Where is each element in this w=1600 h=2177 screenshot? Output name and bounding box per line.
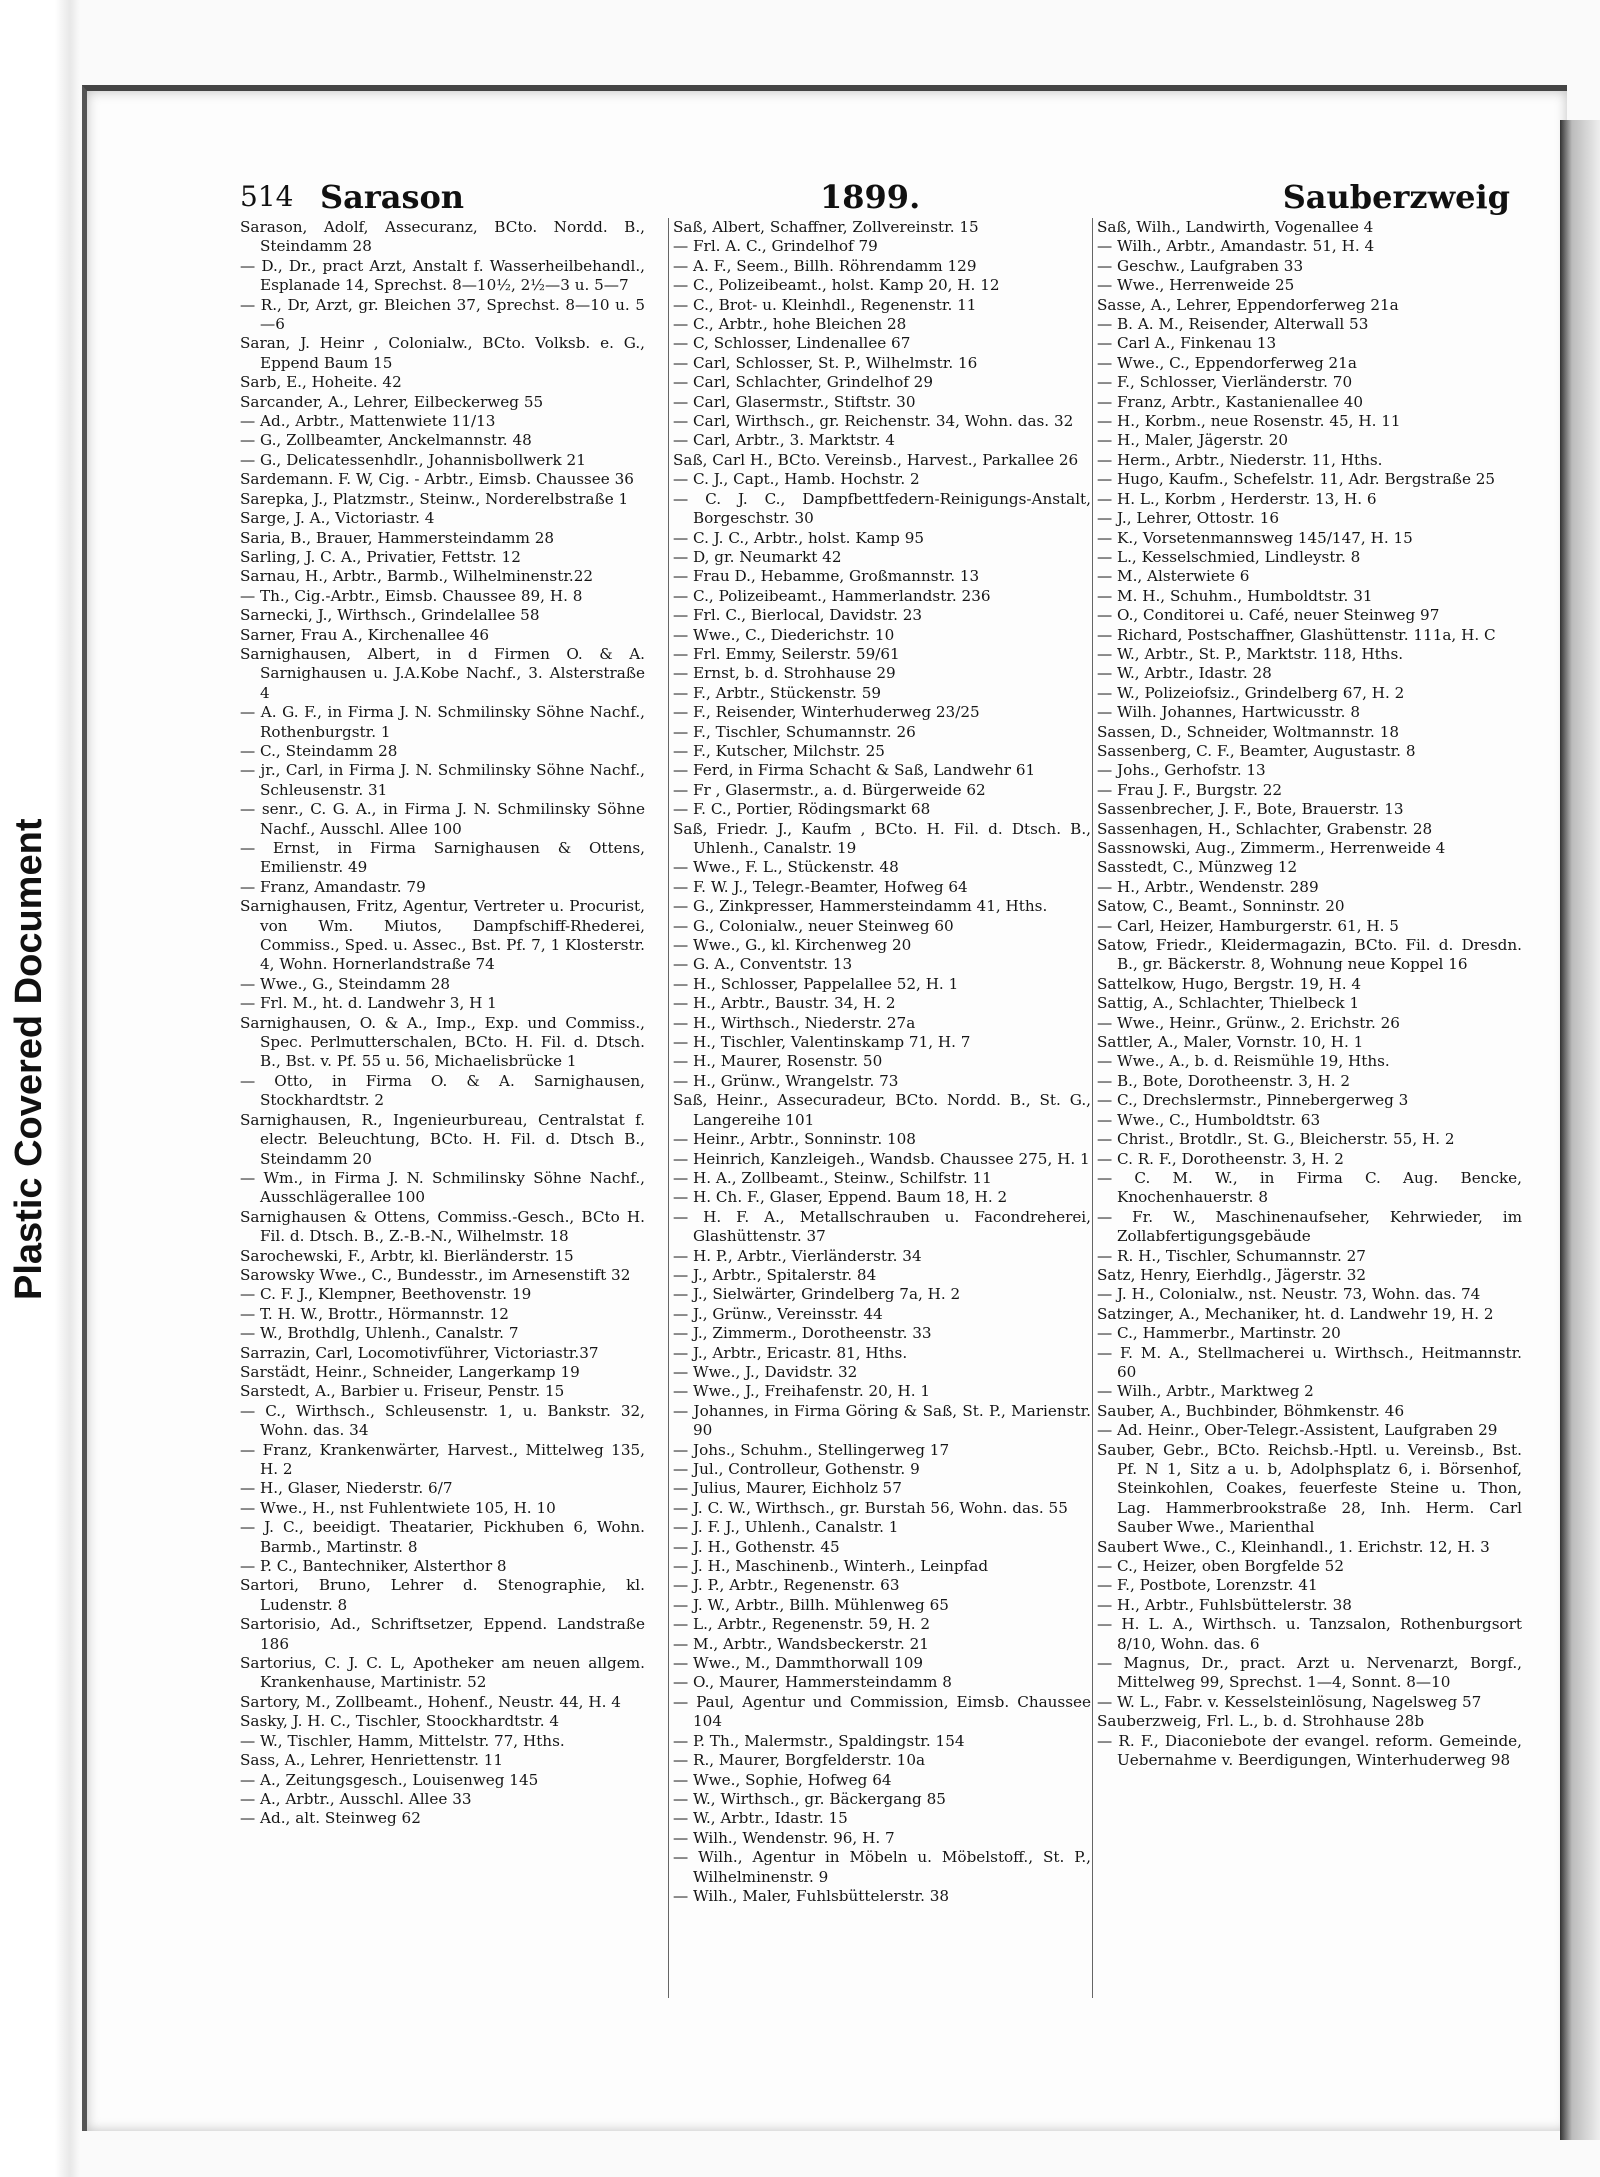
directory-entry: — M. H., Schuhm., Humboldtstr. 31: [1097, 586, 1373, 605]
directory-entry: — Wm., in Firma J. N. Schmilinsky Söhne Nachf., Ausschlägerallee 100: [240, 1168, 645, 1207]
directory-entry: — Wwe., Sophie, Hofweg 64: [673, 1770, 892, 1789]
directory-entry: Sarstedt, A., Barbier u. Friseur, Penstr. 15: [240, 1382, 565, 1401]
directory-entry: Sattler, A., Maler, Vornstr. 10, H. 1: [1097, 1033, 1364, 1052]
directory-entry: — Wwe., F. L., Stückenstr. 48: [673, 858, 899, 877]
directory-entry: — Carl, Schlachter, Grindelhof 29: [673, 373, 933, 392]
directory-entry: Sarrazin, Carl, Locomotivführer, Victoriastr.37: [240, 1343, 599, 1362]
directory-entry: — Franz, Amandastr. 79: [240, 877, 426, 896]
directory-entry: Satow, Friedr., Kleidermagazin, BCto. Fil. d. Dresdn. B., gr. Bäckerstr. 8, Wohnung neue Koppel 16: [1097, 936, 1522, 974]
directory-entry: — J. F. J., Uhlenh., Canalstr. 1: [673, 1518, 899, 1537]
page-header: [240, 180, 1520, 220]
directory-entry: — C, Schlosser, Lindenallee 67: [673, 334, 911, 353]
header-year: 1899.: [820, 178, 921, 216]
directory-entry: — Magnus, Dr., pract. Arzt u. Nervenarzt, Borgf., Mittelweg 99, Sprechst. 1—4, Sonnt. 8—10: [1097, 1654, 1522, 1692]
directory-entry: Saß, Carl H., BCto. Vereinsb., Harvest., Parkallee 26: [673, 450, 1079, 469]
directory-entry: — Wwe., C., Humboldtstr. 63: [1097, 1110, 1321, 1129]
directory-entry: — Frl. A. C., Grindelhof 79: [673, 237, 878, 256]
directory-column-1: [240, 218, 645, 1998]
directory-entry: Saß, Heinr., Assecuradeur, BCto. Nordd. B., St. G., Langereihe 101: [673, 1091, 1091, 1129]
directory-entry: Sarnighausen & Ottens, Commiss.-Gesch., BCto H. Fil. d. Dtsch. B., Z.-B.-N., Wilhelmstr. 18: [240, 1207, 645, 1246]
directory-entry: — Th., Cig.-Arbtr., Eimsb. Chaussee 89, H. 8: [240, 586, 583, 605]
directory-entry: — F., Tischler, Schumannstr. 26: [673, 722, 916, 741]
directory-entry: — H., Glaser, Niederstr. 6/7: [240, 1479, 453, 1498]
directory-entry: — Wwe., A., b. d. Reismühle 19, Hths.: [1097, 1052, 1390, 1071]
directory-entry: Sarner, Frau A., Kirchenallee 46: [240, 625, 490, 644]
directory-entry: — W., Arbtr., Idastr. 15: [673, 1809, 848, 1828]
directory-entry: — Paul, Agentur und Commission, Eimsb. Chaussee 104: [673, 1692, 1091, 1731]
directory-entry: — M., Arbtr., Wandsbeckerstr. 21: [673, 1634, 929, 1653]
directory-entry: — Wwe., C., Eppendorferweg 21a: [1097, 353, 1357, 372]
directory-entry: Sattelkow, Hugo, Bergstr. 19, H. 4: [1097, 974, 1362, 993]
directory-entry: — Christ., Brotdlr., St. G., Bleicherstr. 55, H. 2: [1097, 1130, 1455, 1149]
directory-entry: — Richard, Postschaffner, Glashüttenstr. 111a, H. C: [1097, 625, 1496, 644]
directory-entry: Satzinger, A., Mechaniker, ht. d. Landwehr 19, H. 2: [1097, 1304, 1494, 1323]
directory-entry: — W., Tischler, Hamm, Mittelstr. 77, Hths.: [240, 1731, 565, 1750]
directory-entry: Sarason, Adolf, Assecuranz, BCto. Nordd. B., Steindamm 28: [240, 218, 645, 256]
directory-entry: — Carl A., Finkenau 13: [1097, 334, 1277, 353]
directory-entry: — F. W. J., Telegr.-Beamter, Hofweg 64: [673, 877, 968, 896]
directory-entry: — Franz, Krankenwärter, Harvest., Mittelweg 135, H. 2: [240, 1440, 645, 1478]
directory-entry: — Ad., alt. Steinweg 62: [240, 1809, 421, 1828]
directory-entry: Sarge, J. A., Victoriastr. 4: [240, 509, 435, 528]
directory-column-3: [1092, 218, 1522, 1998]
directory-entry: — Ad. Heinr., Ober-Telegr.-Assistent, Laufgraben 29: [1097, 1421, 1498, 1440]
directory-entry: — O., Maurer, Hammersteindamm 8: [673, 1673, 952, 1692]
directory-entry: Sarnecki, J., Wirthsch., Grindelallee 58: [240, 606, 540, 625]
directory-entry: — H., Maler, Jägerstr. 20: [1097, 431, 1289, 450]
directory-entry: — H., Arbtr., Wendenstr. 289: [1097, 877, 1319, 896]
directory-entry: Sarling, J. C. A., Privatier, Fettstr. 12: [240, 547, 521, 566]
directory-entry: — J. W., Arbtr., Billh. Mühlenweg 65: [673, 1595, 949, 1614]
directory-entry: — Carl, Wirthsch., gr. Reichenstr. 34, Wohn. das. 32: [673, 412, 1074, 431]
directory-entry: Sasstedt, C., Münzweg 12: [1097, 858, 1298, 877]
directory-column-2: [668, 218, 1091, 1998]
directory-entry: — Ernst, b. d. Strohhause 29: [673, 664, 896, 683]
directory-entry: Sasky, J. H. C., Tischler, Stoockhardtstr. 4: [240, 1712, 560, 1731]
directory-entry: — R., Dr, Arzt, gr. Bleichen 37, Sprechst. 8—10 u. 5—6: [240, 295, 645, 334]
directory-entry: — F. M. A., Stellmacherei u. Wirthsch., Heitmannstr. 60: [1097, 1343, 1522, 1381]
directory-entry: — F. C., Portier, Rödingsmarkt 68: [673, 800, 931, 819]
directory-entry: — C., Steindamm 28: [240, 741, 398, 760]
directory-entry: — Heinr., Arbtr., Sonninstr. 108: [673, 1130, 916, 1149]
directory-entry: — R., Maurer, Borgfelderstr. 10a: [673, 1751, 926, 1770]
directory-entry: — C. J. C., Arbtr., holst. Kamp 95: [673, 528, 925, 547]
directory-entry: — Frau D., Hebamme, Großmannstr. 13: [673, 567, 980, 586]
directory-entry: — H. P., Arbtr., Vierländerstr. 34: [673, 1246, 922, 1265]
directory-entry: — Wwe., Herrenweide 25: [1097, 276, 1295, 295]
directory-entry: Sassenberg, C. F., Beamter, Augustastr. 8: [1097, 741, 1416, 760]
directory-entry: — senr., C. G. A., in Firma J. N. Schmilinsky Söhne Nachf., Ausschl. Allee 100: [240, 800, 645, 838]
directory-entry: — C., Wirthsch., Schleusenstr. 1, u. Bankstr. 32, Wohn. das. 34: [240, 1401, 645, 1440]
directory-entry: — Ad., Arbtr., Mattenwiete 11/13: [240, 412, 496, 431]
directory-entry: Saß, Friedr. J., Kaufm , BCto. H. Fil. d. Dtsch. B., Uhlenh., Canalstr. 19: [673, 819, 1091, 857]
directory-entry: — F., Schlosser, Vierländerstr. 70: [1097, 373, 1353, 392]
directory-entry: — Wwe., G., Steindamm 28: [240, 974, 451, 993]
directory-entry: — L., Arbtr., Regenenstr. 59, H. 2: [673, 1615, 931, 1634]
directory-entry: — Frl. M., ht. d. Landwehr 3, H 1: [240, 994, 497, 1013]
directory-entry: — Julius, Maurer, Eichholz 57: [673, 1479, 902, 1498]
directory-entry: Sarb, E., Hoheite. 42: [240, 373, 402, 392]
directory-entry: — Wwe., C., Diederichstr. 10: [673, 625, 895, 644]
directory-entry: — M., Alsterwiete 6: [1097, 567, 1250, 586]
directory-entry: Sauber, Gebr., BCto. Reichsb.-Hptl. u. Vereinsb., Bst. Pf. N 1, Sitz a u. b, Adolphsplatz 6, i. Börsenhof, Steinkohlen, Coakes, feuerfeste Steine u. Thon, Lag. Hammerbrookstraße 28, Inh. Herm. Carl Sauber Wwe., Marienthal: [1097, 1440, 1522, 1537]
directory-entry: — Carl, Arbtr., 3. Marktstr. 4: [673, 431, 895, 450]
directory-entry: — C. M. W., in Firma C. Aug. Bencke, Knochenhauerstr. 8: [1097, 1168, 1522, 1207]
directory-entry: Sassnowski, Aug., Zimmerm., Herrenweide 4: [1097, 839, 1446, 857]
directory-entry: Sartorius, C. J. C. L, Apotheker am neuen allgem. Krankenhause, Martinistr. 52: [240, 1654, 645, 1692]
directory-entry: — C. F. J., Klempner, Beethovenstr. 19: [240, 1285, 532, 1304]
directory-entry: — H., Arbtr., Baustr. 34, H. 2: [673, 994, 896, 1013]
directory-entry: — F., Reisender, Winterhuderweg 23/25: [673, 703, 980, 722]
directory-entry: — O., Conditorei u. Café, neuer Steinweg 97: [1097, 606, 1440, 625]
directory-entry: — W., Polizeiofsiz., Grindelberg 67, H. 2: [1097, 683, 1405, 702]
directory-entry: Sass, A., Lehrer, Henriettenstr. 11: [240, 1751, 504, 1770]
directory-entry: Satow, C., Beamt., Sonninstr. 20: [1097, 897, 1345, 916]
directory-entry: Sarcander, A., Lehrer, Eilbeckerweg 55: [240, 392, 544, 411]
directory-entry: Sassenhagen, H., Schlachter, Grabenstr. 28: [1097, 819, 1433, 838]
directory-entry: — C., Arbtr., hohe Bleichen 28: [673, 315, 907, 334]
directory-entry: — F., Kutscher, Milchstr. 25: [673, 741, 885, 760]
directory-entry: Sarstädt, Heinr., Schneider, Langerkamp 19: [240, 1362, 580, 1381]
directory-entry: — Wilh., Arbtr., Amandastr. 51, H. 4: [1097, 237, 1375, 256]
next-page-edge: [1560, 120, 1600, 2140]
directory-entry: — G. A., Conventstr. 13: [673, 955, 853, 974]
directory-entry: — Carl, Schlosser, St. P., Wilhelmstr. 16: [673, 353, 978, 372]
directory-entry: Sarepka, J., Platzmstr., Steinw., Norderelbstraße 1: [240, 489, 629, 508]
directory-entry: — Johs., Schuhm., Stellingerweg 17: [673, 1440, 950, 1459]
directory-entry: — F., Arbtr., Stückenstr. 59: [673, 683, 882, 702]
directory-entry: — H. L., Korbm , Herderstr. 13, H. 6: [1097, 489, 1377, 508]
directory-entry: — Wwe., J., Davidstr. 32: [673, 1362, 858, 1381]
directory-entry: — Fr , Glasermstr., a. d. Bürgerweide 62: [673, 780, 986, 799]
directory-entry: — G., Colonialw., neuer Steinweg 60: [673, 916, 954, 935]
directory-entry: — G., Zinkpresser, Hammersteindamm 41, Hths.: [673, 897, 1048, 916]
directory-entry: — J., Sielwärter, Grindelberg 7a, H. 2: [673, 1285, 961, 1304]
directory-entry: — Carl, Heizer, Hamburgerstr. 61, H. 5: [1097, 916, 1399, 935]
header-left-keyword: Sarason: [320, 178, 465, 216]
page-number: 514: [240, 180, 294, 213]
directory-entry: — W., Brothdlg, Uhlenh., Canalstr. 7: [240, 1324, 519, 1343]
directory-entry: — J., Arbtr., Ericastr. 81, Hths.: [673, 1343, 908, 1362]
directory-entry: — Ferd, in Firma Schacht & Saß, Landwehr 61: [673, 761, 1036, 780]
side-label: Plastic Covered Document: [8, 818, 50, 1300]
directory-entry: Sarochewski, F., Arbtr, kl. Bierländerstr. 15: [240, 1246, 574, 1265]
directory-entry: — C. J. C., Dampfbettfedern-Reinigungs-Anstalt, Borgeschstr. 30: [673, 489, 1091, 528]
directory-entry: — H., Grünw., Wrangelstr. 73: [673, 1071, 899, 1090]
directory-entry: — H. L. A., Wirthsch. u. Tanzsalon, Rothenburgsort 8/10, Wohn. das. 6: [1097, 1615, 1522, 1653]
directory-entry: Sarnighausen, Albert, in d Firmen O. & A. Sarnighausen u. J.A.Kobe Nachf., 3. Alsterstraße 4: [240, 644, 645, 702]
directory-entry: — H. F. A., Metallschrauben u. Facondreherei, Glashüttenstr. 37: [673, 1207, 1091, 1246]
directory-entry: — Wwe., H., nst Fuhlentwiete 105, H. 10: [240, 1498, 556, 1517]
directory-entry: — B., Bote, Dorotheenstr. 3, H. 2: [1097, 1071, 1351, 1090]
directory-entry: — Ernst, in Firma Sarnighausen & Ottens, Emilienstr. 49: [240, 839, 645, 877]
directory-entry: — J., Zimmerm., Dorotheenstr. 33: [673, 1324, 932, 1343]
directory-entry: — H., Schlosser, Pappelallee 52, H. 1: [673, 974, 959, 993]
header-right-keyword: Sauberzweig: [1282, 178, 1510, 216]
directory-entry: — C., Heizer, oben Borgfelde 52: [1097, 1557, 1344, 1576]
directory-entry: — T. H. W., Brottr., Hörmannstr. 12: [240, 1304, 509, 1323]
directory-entry: — J. H., Colonialw., nst. Neustr. 73, Wohn. das. 74: [1097, 1285, 1481, 1304]
directory-entry: Sauber, A., Buchbinder, Böhmkenstr. 46: [1097, 1401, 1405, 1420]
directory-entry: — H., Maurer, Rosenstr. 50: [673, 1052, 883, 1071]
directory-entry: — J. H., Gothenstr. 45: [673, 1537, 840, 1556]
directory-entry: — Heinrich, Kanzleigeh., Wandsb. Chaussee 275, H. 1: [673, 1149, 1090, 1168]
directory-entry: — K., Vorsetenmannsweg 145/147, H. 15: [1097, 528, 1413, 547]
directory-entry: — Wwe., Heinr., Grünw., 2. Erichstr. 26: [1097, 1013, 1400, 1032]
directory-entry: Sassen, D., Schneider, Woltmannstr. 18: [1097, 722, 1400, 741]
directory-entry: — Frau J. F., Burgstr. 22: [1097, 780, 1283, 799]
directory-entry: Sarnighausen, O. & A., Imp., Exp. und Commiss., Spec. Perlmutterschalen, BCto. H. Fil. d. Dtsch. B., Bst. v. Pf. 55 u. 56, Michaelisbrücke 1: [240, 1013, 645, 1071]
directory-entry: — Herm., Arbtr., Niederstr. 11, Hths.: [1097, 450, 1383, 469]
directory-entry: — G., Delicatessenhdlr., Johannisbollwerk 21: [240, 450, 586, 469]
directory-entry: — Wilh., Agentur in Möbeln u. Möbelstoff., St. P., Wilhelminenstr. 9: [673, 1848, 1091, 1886]
directory-entry: — P. C., Bantechniker, Alsterthor 8: [240, 1557, 507, 1576]
directory-entry: — Frl. Emmy, Seilerstr. 59/61: [673, 644, 900, 663]
directory-entry: Saria, B., Brauer, Hammersteindamm 28: [240, 528, 555, 547]
directory-entry: — H. A., Zollbeamt., Steinw., Schilfstr. 11: [673, 1168, 992, 1187]
directory-entry: — Wilh., Arbtr., Marktweg 2: [1097, 1382, 1314, 1401]
directory-entry: — C., Polizeibeamt., holst. Kamp 20, H. 12: [673, 276, 1000, 295]
directory-entry: Sartori, Bruno, Lehrer d. Stenographie, kl. Ludenstr. 8: [240, 1576, 645, 1614]
directory-entry: — H. Ch. F., Glaser, Eppend. Baum 18, H. 2: [673, 1188, 1008, 1207]
directory-entry: — J. C., beeidigt. Theatarier, Pickhuben 6, Wohn. Barmb., Martinstr. 8: [240, 1518, 645, 1556]
directory-entry: Saubert Wwe., C., Kleinhandl., 1. Erichstr. 12, H. 3: [1097, 1537, 1490, 1556]
directory-entry: — Fr. W., Maschinenaufseher, Kehrwieder, im Zollabfertigungsgebäude: [1097, 1207, 1522, 1246]
directory-entry: — G., Zollbeamter, Anckelmannstr. 48: [240, 431, 532, 450]
directory-entry: — D, gr. Neumarkt 42: [673, 547, 842, 566]
directory-entry: — W. L., Fabr. v. Kesselsteinlösung, Nagelsweg 57: [1097, 1692, 1482, 1711]
directory-entry: — H., Arbtr., Fuhlsbüttelerstr. 38: [1097, 1595, 1352, 1614]
directory-entry: — Wwe., J., Freihafenstr. 20, H. 1: [673, 1382, 931, 1401]
directory-entry: — Wilh. Johannes, Hartwicusstr. 8: [1097, 703, 1360, 722]
directory-entry: — J., Grünw., Vereinsstr. 44: [673, 1304, 883, 1323]
directory-entry: — Hugo, Kaufm., Schefelstr. 11, Adr. Bergstraße 25: [1097, 470, 1496, 489]
directory-entry: — F., Postbote, Lorenzstr. 41: [1097, 1576, 1318, 1595]
directory-entry: — D., Dr., pract Arzt, Anstalt f. Wasserheilbehandl., Esplanade 14, Sprechst. 8—10½, 2½—3 u. 5—7: [240, 256, 645, 295]
directory-entry: — J. H., Maschinenb., Winterh., Leinpfad: [673, 1557, 989, 1576]
directory-entry: — Frl. C., Bierlocal, Davidstr. 23: [673, 606, 923, 625]
directory-entry: Saß, Wilh., Landwirth, Vogenallee 4: [1097, 218, 1374, 236]
directory-entry: Sattig, A., Schlachter, Thielbeck 1: [1097, 994, 1360, 1013]
directory-entry: — A. F., Seem., Billh. Röhrendamm 129: [673, 256, 977, 275]
directory-entry: — A. G. F., in Firma J. N. Schmilinsky Söhne Nachf., Rothenburgstr. 1: [240, 703, 645, 741]
directory-entry: — H., Wirthsch., Niederstr. 27a: [673, 1013, 916, 1032]
directory-entry: Satz, Henry, Eierhdlg., Jägerstr. 32: [1097, 1265, 1367, 1284]
directory-entry: — A., Arbtr., Ausschl. Allee 33: [240, 1789, 472, 1808]
directory-entry: — J., Lehrer, Ottostr. 16: [1097, 509, 1280, 528]
directory-entry: Sartory, M., Zollbeamt., Hohenf., Neustr. 44, H. 4: [240, 1692, 621, 1711]
directory-entry: — B. A. M., Reisender, Alterwall 53: [1097, 315, 1369, 334]
directory-entry: — Jul., Controlleur, Gothenstr. 9: [673, 1460, 920, 1478]
directory-entry: Sarnighausen, R., Ingenieurbureau, Centralstat f. electr. Beleuchtung, BCto. H. Fil. d. Dtsch B., Steindamm 20: [240, 1110, 645, 1168]
directory-entry: — W., Wirthsch., gr. Bäckergang 85: [673, 1789, 946, 1808]
directory-entry: — Johs., Gerhofstr. 13: [1097, 761, 1266, 780]
directory-entry: Sartorisio, Ad., Schriftsetzer, Eppend. Landstraße 186: [240, 1615, 645, 1653]
directory-entry: — Wwe., M., Dammthorwall 109: [673, 1654, 924, 1673]
directory-entry: — C. J., Capt., Hamb. Hochstr. 2: [673, 470, 920, 489]
directory-entry: Sauberzweig, Frl. L., b. d. Strohhause 28b: [1097, 1712, 1425, 1731]
directory-entry: — C., Brot- u. Kleinhdl., Regenenstr. 11: [673, 295, 977, 314]
directory-entry: — Wilh., Maler, Fuhlsbüttelerstr. 38: [673, 1886, 950, 1905]
directory-entry: — H., Korbm., neue Rosenstr. 45, H. 11: [1097, 412, 1401, 431]
directory-entry: — W., Arbtr., Idastr. 28: [1097, 664, 1272, 683]
directory-entry: — J. C. W., Wirthsch., gr. Burstah 56, Wohn. das. 55: [673, 1498, 1068, 1517]
directory-entry: — C., Drechslermstr., Pinnebergerweg 3: [1097, 1091, 1409, 1110]
directory-entry: — C. R. F., Dorotheenstr. 3, H. 2: [1097, 1149, 1344, 1168]
directory-entry: Sarnighausen, Fritz, Agentur, Vertreter u. Procurist, von Wm. Miutos, Dampfschiff-Rhederei, Commiss., Sped. u. Assec., Bst. Pf. 7, 1 Klosterstr. 4, Wohn. Hornerlandstraße 74: [240, 897, 645, 974]
directory-entry: — L., Kesselschmied, Lindleystr. 8: [1097, 547, 1361, 566]
directory-entry: — J., Arbtr., Spitalerstr. 84: [673, 1265, 877, 1284]
directory-entry: Sardemann. F. W, Cig. - Arbtr., Eimsb. Chaussee 36: [240, 470, 634, 489]
directory-entry: — Franz, Arbtr., Kastanienallee 40: [1097, 392, 1364, 411]
directory-entry: — Carl, Glasermstr., Stiftstr. 30: [673, 392, 916, 411]
directory-entry: — H., Tischler, Valentinskamp 71, H. 7: [673, 1033, 971, 1052]
directory-entry: — R. F., Diaconiebote der evangel. reform. Gemeinde, Uebernahme v. Beerdigungen, Winterhuderweg 98: [1097, 1731, 1522, 1770]
directory-entry: — C., Polizeibeamt., Hammerlandstr. 236: [673, 586, 991, 605]
directory-entry: — Johannes, in Firma Göring & Saß, St. P., Marienstr. 90: [673, 1401, 1091, 1440]
directory-entry: Sasse, A., Lehrer, Eppendorferweg 21a: [1097, 295, 1399, 314]
directory-entry: — J. P., Arbtr., Regenenstr. 63: [673, 1576, 900, 1595]
directory-entry: — Otto, in Firma O. & A. Sarnighausen, Stockhardtstr. 2: [240, 1071, 645, 1110]
directory-entry: — P. Th., Malermstr., Spaldingstr. 154: [673, 1731, 965, 1750]
directory-entry: Saran, J. Heinr , Colonialw., BCto. Volksb. e. G., Eppend Baum 15: [240, 334, 645, 372]
directory-entry: Sassenbrecher, J. F., Bote, Brauerstr. 13: [1097, 800, 1404, 819]
directory-entry: — C., Hammerbr., Martinstr. 20: [1097, 1324, 1341, 1343]
directory-entry: Sarowsky Wwe., C., Bundesstr., im Arnesenstift 32: [240, 1265, 631, 1284]
directory-entry: — W., Arbtr., St. P., Marktstr. 118, Hths.: [1097, 644, 1404, 663]
directory-entry: — Geschw., Laufgraben 33: [1097, 256, 1304, 275]
directory-entry: — R. H., Tischler, Schumannstr. 27: [1097, 1246, 1366, 1265]
directory-entry: — jr., Carl, in Firma J. N. Schmilinsky Söhne Nachf., Schleusenstr. 31: [240, 761, 645, 799]
directory-entry: — Wilh., Wendenstr. 96, H. 7: [673, 1828, 895, 1847]
directory-entry: — A., Zeitungsgesch., Louisenweg 145: [240, 1770, 539, 1789]
directory-entry: Saß, Albert, Schaffner, Zollvereinstr. 15: [673, 218, 979, 236]
directory-entry: — Wwe., G., kl. Kirchenweg 20: [673, 936, 912, 955]
directory-entry: Sarnau, H., Arbtr., Barmb., Wilhelminenstr.22: [240, 567, 594, 586]
